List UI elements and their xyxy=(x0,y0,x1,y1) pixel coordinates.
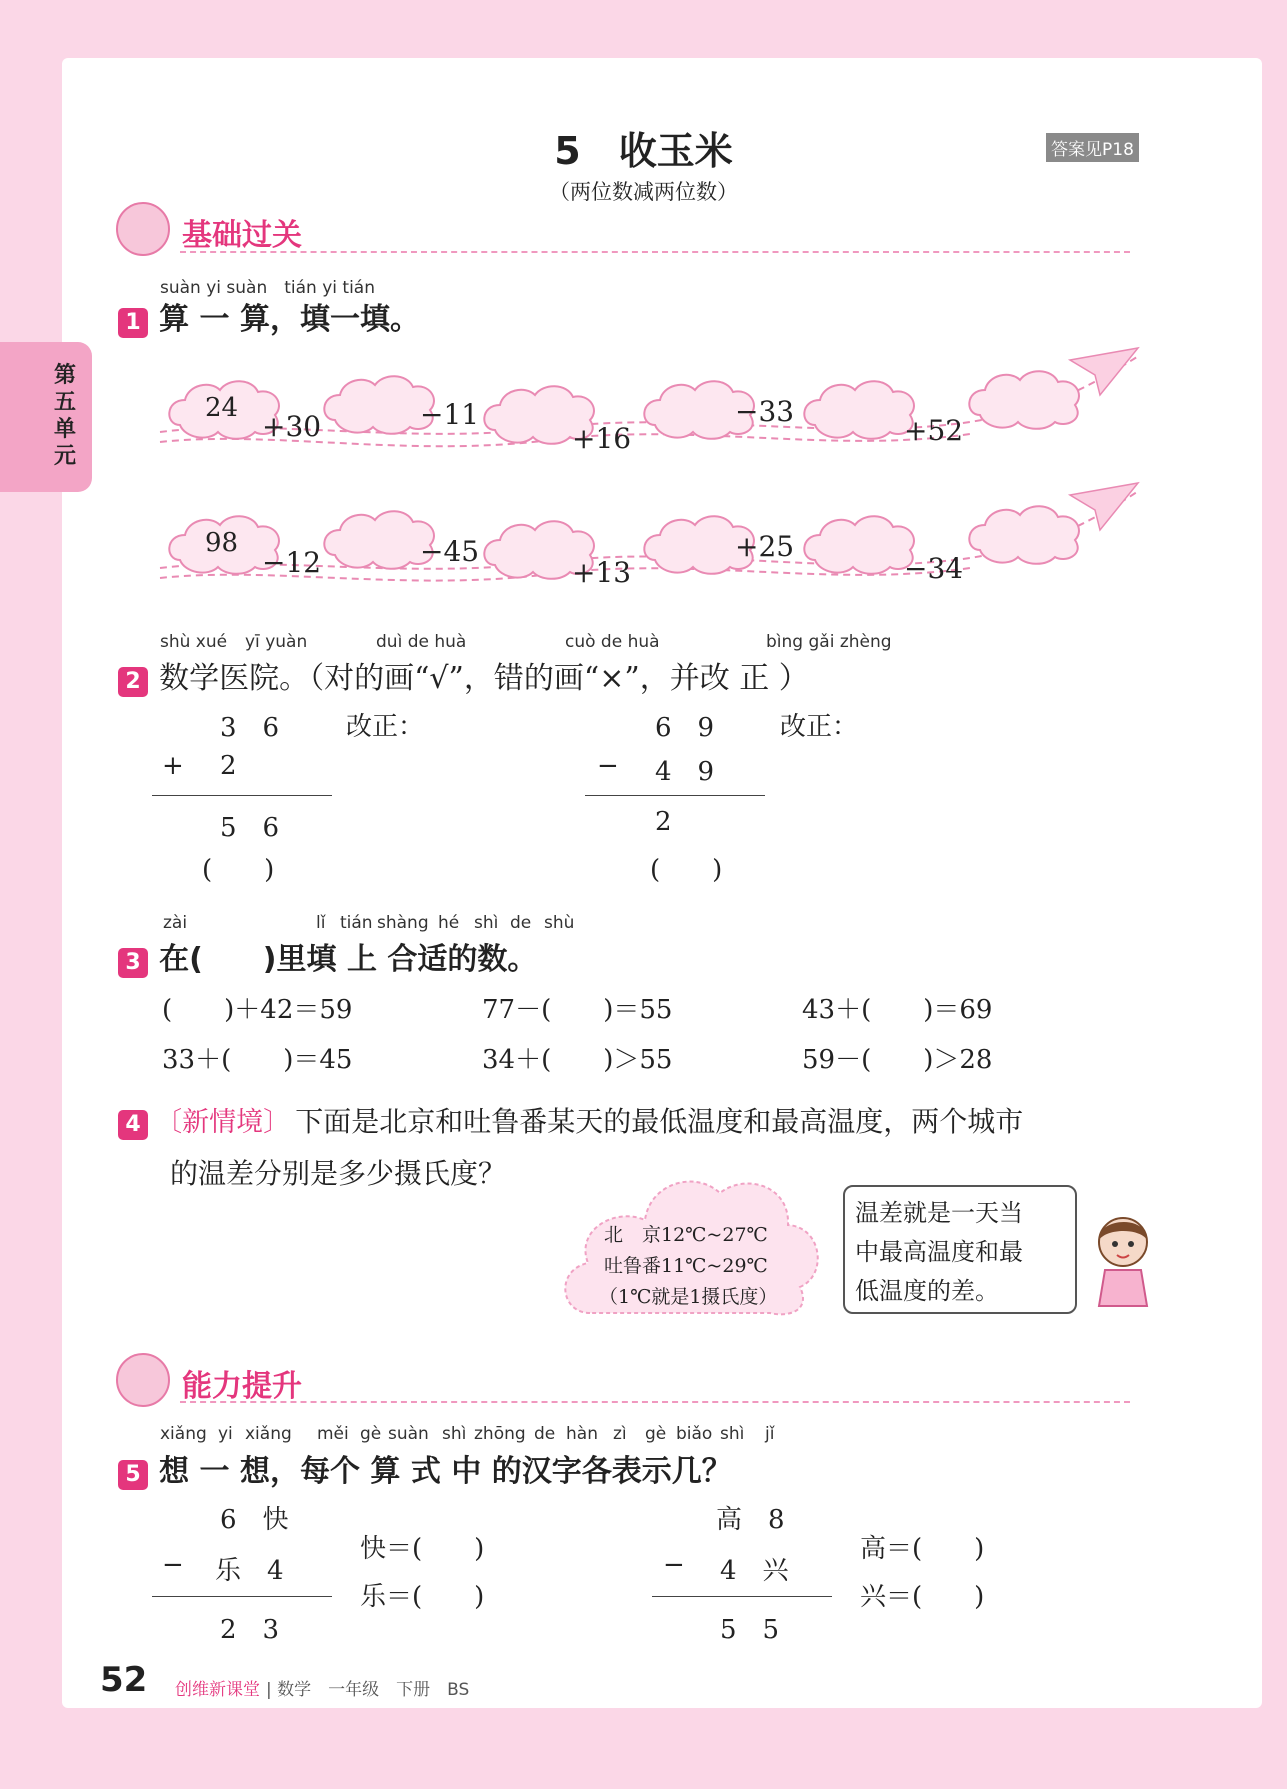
q5-pinyin: shì xyxy=(442,1424,467,1444)
girl-avatar-icon xyxy=(116,1353,170,1407)
q5-number: 5 xyxy=(118,1460,148,1490)
q2-right-result: 2 xyxy=(655,807,672,837)
q5-pinyin: zì xyxy=(613,1424,627,1444)
q2-header xyxy=(118,653,809,697)
footer-brand: 创维新课堂 xyxy=(175,1680,260,1700)
section-divider xyxy=(180,1401,1130,1403)
section-title-advanced: 能力提升 xyxy=(182,1369,302,1404)
q5-pinyin: xiǎng xyxy=(160,1424,207,1444)
cloud-line-beijing: 北 京12℃~27℃ xyxy=(604,1224,768,1246)
page-number: 52 xyxy=(100,1660,148,1700)
page-title: 5 收玉米 xyxy=(554,129,733,173)
q2-left-paren[interactable]: ( ) xyxy=(202,855,275,885)
q1-row1-op: −11 xyxy=(420,398,480,431)
q3-item[interactable]: 43＋( )＝69 xyxy=(802,995,993,1025)
q3-item[interactable]: 77－( )＝55 xyxy=(482,995,673,1025)
q3-number: 3 xyxy=(118,948,148,978)
cloud-line-note: （1℃就是1摄氏度） xyxy=(599,1286,778,1308)
q5-pinyin: měi xyxy=(317,1424,349,1444)
q2-number: 2 xyxy=(118,667,148,697)
q3-pinyin: tián xyxy=(340,913,373,933)
q5-right-top: 高 8 xyxy=(716,1505,785,1535)
q3-pinyin: shàng xyxy=(377,913,429,933)
q3-item[interactable]: 59－( )＞28 xyxy=(802,1045,993,1075)
section-title-basic: 基础过关 xyxy=(182,218,302,253)
q2-right-correct-label: 改正： xyxy=(780,712,859,742)
q2-left-op: + xyxy=(162,751,184,781)
q4-tag: 〔新情境〕 xyxy=(155,1107,291,1138)
q5-right-bottom: 4 兴 xyxy=(720,1556,789,1586)
q1-row1-op: +16 xyxy=(572,422,632,455)
q2-pinyin: shù xué xyxy=(160,632,228,652)
q3-pinyin: hé xyxy=(438,913,460,933)
q2-right-op: − xyxy=(597,751,619,781)
q2-pinyin: duì de huà xyxy=(376,632,467,652)
q5-left-line xyxy=(152,1596,332,1597)
hint-line: 中最高温度和最 xyxy=(855,1238,1023,1266)
q3-item[interactable]: ( )＋42＝59 xyxy=(162,995,353,1025)
q2-left-line xyxy=(152,795,332,796)
q2-left-result: 5 6 xyxy=(220,813,280,843)
q2-text: 数学医院。（对的画“√”，错的画“×”，并改 正 ） xyxy=(159,661,809,696)
q3-header xyxy=(118,934,537,978)
q2-left-top: 3 6 xyxy=(220,713,280,743)
q2-right-line xyxy=(585,795,765,796)
q3-item[interactable]: 33＋( )＝45 xyxy=(162,1045,353,1075)
q4-line2: 的温差分别是多少摄氏度？ xyxy=(170,1157,507,1190)
q1-header xyxy=(118,294,420,338)
q2-right-paren[interactable]: ( ) xyxy=(650,855,723,885)
q1-pinyin: suàn yi suàn tián yi tián xyxy=(160,278,375,298)
q1-row2-op: −34 xyxy=(904,552,964,585)
q5-left-bottom: 乐 4 xyxy=(215,1556,284,1586)
q5-pinyin: shì xyxy=(720,1424,745,1444)
q5-left-answer[interactable]: 乐＝( ) xyxy=(360,1582,485,1612)
q2-pinyin: bìng gǎi zhèng xyxy=(766,632,892,652)
q5-pinyin: hàn xyxy=(566,1424,598,1444)
q1-row1-op: +52 xyxy=(904,414,964,447)
q5-left-result: 2 3 xyxy=(220,1615,280,1645)
q4-header xyxy=(118,1100,1023,1140)
q5-pinyin: suàn xyxy=(388,1424,429,1444)
q5-pinyin: gè xyxy=(645,1424,667,1444)
q5-pinyin: zhōng xyxy=(474,1424,526,1444)
q5-right-op: − xyxy=(663,1550,685,1580)
q1-number: 1 xyxy=(118,308,148,338)
q3-pinyin: de xyxy=(510,913,532,933)
q1-row2-op: −12 xyxy=(262,546,322,579)
q5-pinyin: de xyxy=(534,1424,556,1444)
q2-right-bottom: 4 9 xyxy=(655,757,715,787)
q1-row2-op: +25 xyxy=(735,530,795,563)
q3-pinyin: shì xyxy=(474,913,499,933)
q5-left-answer[interactable]: 快＝( ) xyxy=(360,1534,485,1564)
q5-header xyxy=(118,1446,732,1490)
q2-right-top: 6 9 xyxy=(655,713,715,743)
hint-line: 温差就是一天当 xyxy=(855,1199,1023,1227)
answer-reference-badge: 答案见P18 xyxy=(1046,133,1139,162)
q5-pinyin: gè xyxy=(360,1424,382,1444)
q1-row1-op: −33 xyxy=(735,395,795,428)
q2-pinyin: yī yuàn xyxy=(245,632,308,652)
q5-pinyin: jǐ xyxy=(765,1424,775,1444)
q5-text: 想 一 想，每个 算 式 中 的汉字各表示几？ xyxy=(159,1454,732,1489)
q5-right-answer[interactable]: 高＝( ) xyxy=(860,1534,985,1564)
q1-text: 算 一 算，填一填。 xyxy=(159,302,420,337)
q5-pinyin: xiǎng xyxy=(245,1424,292,1444)
q2-pinyin: cuò de huà xyxy=(565,632,660,652)
q1-row2-op: −45 xyxy=(420,535,480,568)
q4-line1: 下面是北京和吐鲁番某天的最低温度和最高温度，两个城市 xyxy=(295,1105,1024,1138)
q5-left-op: − xyxy=(162,1550,184,1580)
q1-row1-start: 24 xyxy=(205,393,239,423)
unit-side-tab-label: 第五单元 xyxy=(54,363,77,469)
girl-character-icon xyxy=(1085,1210,1165,1310)
q3-item[interactable]: 34＋( )＞55 xyxy=(482,1045,673,1075)
q5-pinyin: biǎo xyxy=(676,1424,713,1444)
q5-right-result: 5 5 xyxy=(720,1615,780,1645)
q5-left-top: 6 快 xyxy=(220,1505,289,1535)
footer-info: | 数学 一年级 下册 BS xyxy=(266,1680,470,1700)
q3-pinyin: lǐ xyxy=(316,913,326,933)
cloud-line-turpan: 吐鲁番11℃~29℃ xyxy=(604,1255,768,1277)
girl-avatar-icon xyxy=(116,202,170,256)
q5-right-line xyxy=(652,1596,832,1597)
section-divider xyxy=(180,251,1130,253)
q3-text: 在( )里填 上 合适的数。 xyxy=(159,942,538,977)
hint-line: 低温度的差。 xyxy=(855,1277,999,1305)
q4-number: 4 xyxy=(118,1110,148,1140)
page-subtitle: （两位数减两位数） xyxy=(549,180,738,204)
q1-row1-op: +30 xyxy=(262,410,322,443)
q5-right-answer[interactable]: 兴＝( ) xyxy=(860,1582,985,1612)
q2-left-bottom: 2 xyxy=(220,751,237,781)
q1-row2-start: 98 xyxy=(205,528,239,558)
q3-pinyin: shù xyxy=(544,913,575,933)
q2-left-correct-label: 改正： xyxy=(346,712,425,742)
q3-pinyin: zài xyxy=(163,913,188,933)
q5-pinyin: yi xyxy=(218,1424,233,1444)
q1-row2-op: +13 xyxy=(572,556,632,589)
